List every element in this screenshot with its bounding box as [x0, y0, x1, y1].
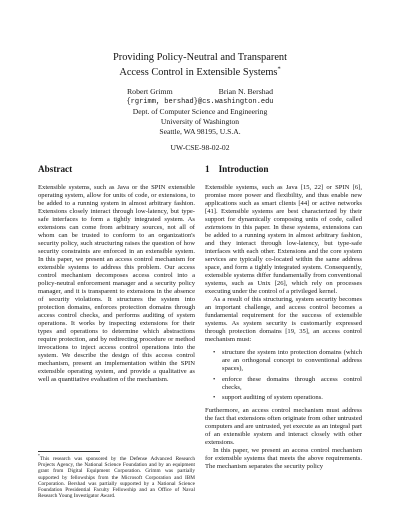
affiliation-department: Dept. of Computer Science and Engineering: [132, 107, 268, 116]
left-column: [38, 163, 195, 384]
footnote-body: This research was sponsored by the Defense Advanced Research Projects Agency, the National Science Foundation and by an equipment grant from Digital Equipment Corporation. Grimm was partially supported by fellowships from the Microsoft Corporation and IBM Corporation. Bershad was partially supported by a National Science Foundation Presidential Faculty Fellowship and an Office of Naval Research Young Investigator Award.: [38, 456, 195, 500]
footnote-rule: [38, 451, 100, 452]
abstract-heading: Abstract: [38, 164, 73, 174]
title-line-2: [0, 66, 400, 81]
requirement-item: • support auditing of system operations.: [205, 394, 362, 402]
title-line-2-text: Access Control in Extensible Systems: [119, 66, 278, 78]
intro-paragraph-2: As a result of this structuring, system security becomes an important challenge, and access control becomes a fundamental requirement for the success of extensible systems. As system security is customarily expressed through protection domains [19, 35], an access control mechanism must:: [205, 296, 362, 343]
paper-header: [0, 51, 400, 153]
right-column: [205, 163, 362, 471]
intro-paragraph-4: In this paper, we present an access control mechanism for extensible systems that meets the above requirements. The mechanism separates the security policy: [205, 447, 362, 470]
abstract-text: Extensible systems, such as Java or the SPIN extensible operating system, allow for units of code, or extensions, to be added to a running system in almost arbitrary fashion. Extensions closely interact through low-latency, but type-safe interfaces to form a tightly integrated system. As extensions can come from arbitrary sources, not all of whom can be trusted to conform to an organization's security policy, such structuring raises the question of how security constraints are enforced in an extensible system. In this paper, we present an access control mechanism for extensible systems to address this problem. Our access control mechanism decomposes access control into a policy-neutral enforcement manager and a security policy manager, and it is transparent to extensions in the absence of security violations. It structures the system into protection domains, enforces protection domains through access control checks, and performs auditing of system operations. It works by inspecting extensions for their types and operations to determine which abstractions require protection, and by redirecting procedure or method invocations to inject access control operations into the system. We describe the design of this access control mechanism, present an implementation within the SPIN extensible operating system, and provide a qualitative as well as quantitative evaluation of the mechanism.: [38, 184, 195, 383]
intro-paragraph-1-part-1: Extensible systems, such as Java [15, 22] or SPIN [6], promise more power and flexibility, and thus enable new applications such as smart clients [44] or active networks [41]. Extensible systems are best characterized by their support for dynamically composing units of code, called: [205, 184, 362, 223]
section-number: 1: [205, 164, 210, 174]
author-email: {rgrimm, bershad}@cs.washington.edu: [126, 98, 274, 106]
requirements-list: [205, 349, 362, 402]
affiliation-university: University of Washington: [160, 117, 240, 126]
footnote-text: [38, 456, 195, 499]
footnote: [38, 451, 195, 499]
introduction-heading: [205, 163, 362, 176]
term-extensions: extensions: [205, 224, 233, 231]
report-number: UW-CSE-98-02-02: [170, 143, 230, 152]
author-name: Brian N. Bershad: [218, 87, 274, 96]
section-title: Introduction: [218, 164, 269, 174]
author-list: [0, 87, 400, 97]
title-footnote-marker: *: [277, 65, 281, 73]
author-name: Robert Grimm: [126, 87, 173, 96]
footnote-marker: *: [38, 454, 40, 459]
requirement-item: • structure the system into protection domains (which are an orthogonal concept to conventional address spaces),: [205, 349, 362, 373]
intro-paragraph-1-part-2: in this paper. In these systems, extensions can be added to a running system in almost arbitrary fashion, and they interact through low-latency, but type-safe interfaces with each other. Extensions and the core system services are typically co-located within the same address space, and form a tightly integrated system. Consequently, extensible systems differ fundamentally from conventional systems, such as Unix [26], which rely on processes executing under the control of a privileged kernel.: [205, 224, 362, 295]
affiliation-address: Seattle, WA 98195, U.S.A.: [159, 127, 241, 136]
title-line-1: Providing Policy-Neutral and Transparent: [112, 52, 288, 63]
intro-paragraph-1: [205, 184, 362, 296]
paper-title: [0, 51, 400, 80]
requirement-item: • enforce these domains through access control checks,: [205, 376, 362, 392]
intro-paragraph-3: Furthermore, an access control mechanism must address the fact that extensions often originate from other untrusted computers and are untrusted, yet execute as an integral part of an extensible system and interact closely with other extensions.: [205, 407, 362, 446]
